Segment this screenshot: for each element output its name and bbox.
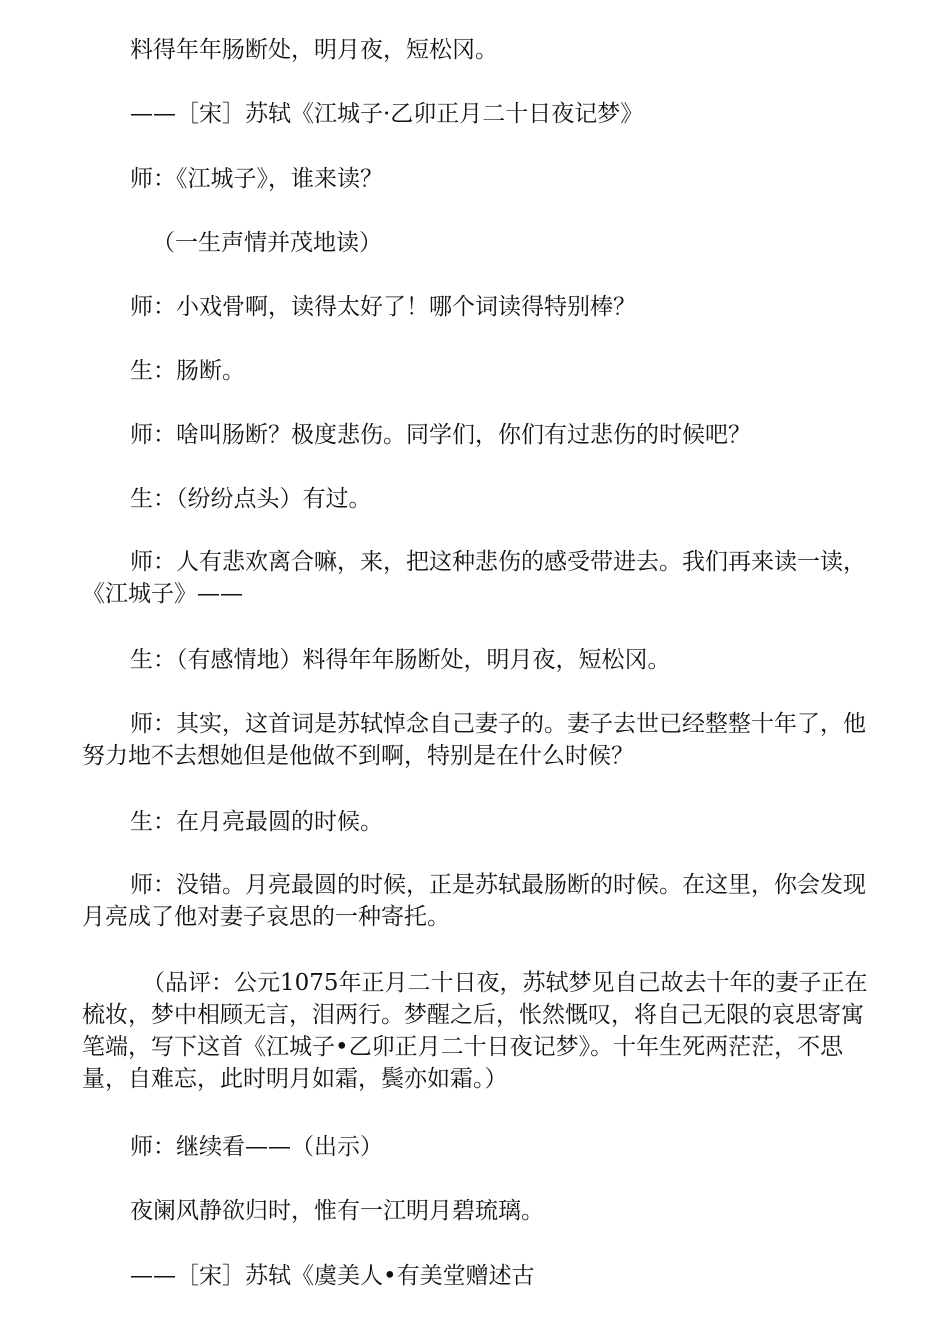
teacher-line: 师：继续看——（出示） xyxy=(130,1134,383,1160)
student-line: 生：肠断。 xyxy=(130,358,245,384)
stage-direction: （一生声情并茂地读） xyxy=(152,230,382,256)
teacher-line: 师：小戏骨啊，读得太好了！哪个词读得特别棒？ xyxy=(130,294,636,320)
poem-line: 料得年年肠断处，明月夜，短松冈。 xyxy=(130,37,498,63)
teacher-line: 师：啥叫肠断？极度悲伤。同学们，你们有过悲伤的时候吧？ xyxy=(130,422,751,448)
commentary-paragraph: （品评：公元1075年正月二十日夜，苏轼梦见自己故去十年的妻子正在梳妆，梦中相顾无言，泪两行。梦醒之后，怅然慨叹，将自己无限的哀思寄寓笔端，写下这首《江城子•乙卯正月二十日夜记梦》。十年生死两茫茫，不思量，自难忘，此时明月如霜，鬓亦如霜。） xyxy=(82,970,868,1092)
teacher-line: 师：其实，这首词是苏轼悼念自己妻子的。妻子去世已经整整十年了，他努力地不去想她但是他做不到啊，特别是在什么时候？ xyxy=(82,711,866,769)
poem-line: 夜阑风静欲归时，惟有一江明月碧琉璃。 xyxy=(130,1198,544,1224)
teacher-line: 师：《江城子》，谁来读？ xyxy=(130,166,383,192)
student-line: 生：（纷纷点头）有过。 xyxy=(130,486,372,512)
teacher-line: 师：没错。月亮最圆的时候，正是苏轼最肠断的时候。在这里，你会发现月亮成了他对妻子哀思的一种寄托。 xyxy=(82,872,866,930)
student-line: 生：（有感情地）料得年年肠断处，明月夜，短松冈。 xyxy=(130,647,671,673)
student-line: 生：在月亮最圆的时候。 xyxy=(130,809,383,835)
poem-attribution: ——［宋］苏轼《虞美人•有美堂赠述古 xyxy=(130,1263,535,1289)
poem-attribution: ——［宋］苏轼《江城子·乙卯正月二十日夜记梦》 xyxy=(130,101,644,127)
teacher-line: 师：人有悲欢离合嘛，来，把这种悲伤的感受带进去。我们再来读一读，《江城子》—— xyxy=(82,549,866,607)
